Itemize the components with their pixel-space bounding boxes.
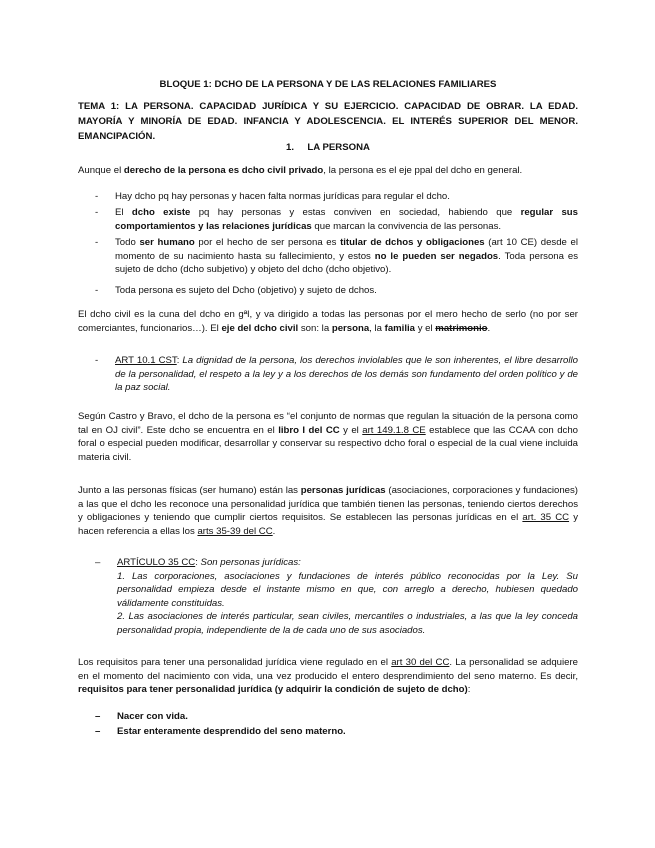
- bloque-title: BLOQUE 1: DCHO DE LA PERSONA Y DE LAS RELACIONES FAMILIARES: [159, 79, 497, 90]
- bullet-dash: -: [95, 207, 99, 218]
- paragraph-dcho-civil: El dcho civil es la cuna del dcho en gªl, y va dirigido a todas las personas por el mero hecho de serlo (no por ser comerciantes, funcionarios…). El eje del dcho civil son: la persona, la familia y el matrimonio.: [78, 309, 578, 334]
- list-item: - Hay dcho pq hay personas y hacen falta normas jurídicas para regular el dcho.: [95, 191, 450, 202]
- bullet-dash: -: [95, 191, 99, 202]
- bullet-dash: –: [95, 726, 101, 737]
- paragraph-requisitos: Los requisitos para tener una personalidad jurídica viene regulado en el art 30 del CC. La personalidad se adquiere en el momento del nacimiento con vida, una vez producido el entero desprendimiento del seno materno. Es decir, requisitos para tener personalidad jurídica (y adquirir la condición de sujeto de dcho):: [78, 657, 578, 696]
- bullet-dash: -: [95, 285, 99, 296]
- article-reference: art. 35 CC: [522, 512, 570, 524]
- bullet-dash: -: [95, 355, 99, 366]
- article-reference: ARTÍCULO 35 CC: [117, 557, 196, 568]
- list-item-art-10: - ART 10.1 CST: La dignidad de la persona, los derechos inviolables que le son inherentes, el libre desarrollo de la personalidad, el respeto a la ley y a los derechos de los demás son fundamento del orden político y de la paz social.: [95, 355, 578, 394]
- article-reference: art 149.1.8 CE: [362, 424, 426, 436]
- article-quote: La dignidad de la persona, los derechos inviolables que le son inherentes, el libre desarrollo de la personalidad, el respeto a la ley y a los derechos de los demás son fundamento del orden político y de la paz social.: [115, 355, 578, 394]
- bullet-dash: –: [95, 557, 101, 568]
- bullet-dash: -: [95, 237, 99, 248]
- list-item: – Nacer con vida.: [95, 711, 188, 722]
- article-quote: 1. Las corporaciones, asociaciones y fundaciones de interés público reconocidas por la Ley. Su personalidad empieza desde el instante mismo en que, con arreglo a derecho, hubiesen quedado válidamente constituidas.: [117, 570, 578, 609]
- section-title: LA PERSONA: [307, 142, 370, 153]
- article-reference: arts 35-39 del CC: [197, 525, 273, 537]
- paragraph-intro: Aunque el derecho de la persona es dcho civil privado, la persona es el eje ppal del dcho en general.: [78, 165, 523, 176]
- section-heading: [78, 141, 578, 155]
- paragraph-personas-juridicas: Junto a las personas físicas (ser humano) están las personas jurídicas (asociaciones, corporaciones y fundaciones) a las que el dcho les reconoce una personalidad jurídica que también tienen las personas, teniendo ciertos derechos y obligaciones y teniendo que cumplir ciertos requisitos. Se establecen las personas jurídicas en el art. 35 CC y hacen referencia a ellas los arts 35-39 del CC.: [78, 485, 579, 537]
- list-item: – Estar enteramente desprendido del seno materno.: [95, 726, 346, 737]
- list-item: - El dcho existe pq hay personas y estas conviven en sociedad, habiendo que regular sus comportamientos y las relaciones jurídicas que marcan la convivencia de las personas.: [95, 207, 578, 232]
- list-item: - Toda persona es sujeto del Dcho (objetivo) y sujeto de dchos.: [95, 285, 377, 296]
- paragraph-castro-bravo: Según Castro y Bravo, el dcho de la persona es “el conjunto de normas que regulan la situación de la persona como tal en OJ civil”. Este dcho se encuentra en el libro I del CC y el art 149.1.8 CE establece que las CCAA con dcho foral o especial pueden modificar, desarrollar y conservar su respectivo dcho foral o especial de la cual viene incluida materia civil.: [78, 411, 579, 463]
- list-item: - Todo ser humano por el hecho de ser persona es titular de dchos y obligaciones (art 10 CE) desde el momento de su nacimiento hasta su fallecimiento, y estos no le pueden ser negados. Toda persona es sujeto de dcho (dcho subjetivo) y objeto del dcho (dcho objetivo).: [95, 237, 579, 276]
- article-quote: 2. Las asociaciones de interés particular, sean civiles, mercantiles o industriales, a las que la ley conceda personalidad propia, independiente de la de cada uno de sus asociados.: [117, 611, 578, 636]
- article-reference: art 30 del CC: [391, 657, 450, 668]
- article-reference: ART 10.1 CST: [115, 355, 177, 366]
- list-item-art-35: – ARTÍCULO 35 CC: Son personas jurídicas: 1. Las corporaciones, asociaciones y fundaciones de interés público reconocidas por la Ley. Su personalidad empieza desde el instante mismo en que, con arreglo a derecho, hubiesen quedado válidamente constituidas. 2. Las asociaciones de interés particular, sean civiles, mercantiles o industriales, a las que la ley conceda personalidad propia, independiente de la de cada uno de sus asociados.: [95, 557, 578, 636]
- section-number: 1.: [286, 142, 295, 153]
- bullet-dash: –: [95, 711, 101, 722]
- tema-title: TEMA 1: LA PERSONA. CAPACIDAD JURÍDICA Y SU EJERCICIO. CAPACIDAD DE OBRAR. LA EDAD. MAYORÍA Y MINORÍA DE EDAD. INFANCIA Y ADOLESCENCIA. EL INTERÉS SUPERIOR DEL MENOR. EMANCIPACIÓN.: [78, 101, 578, 142]
